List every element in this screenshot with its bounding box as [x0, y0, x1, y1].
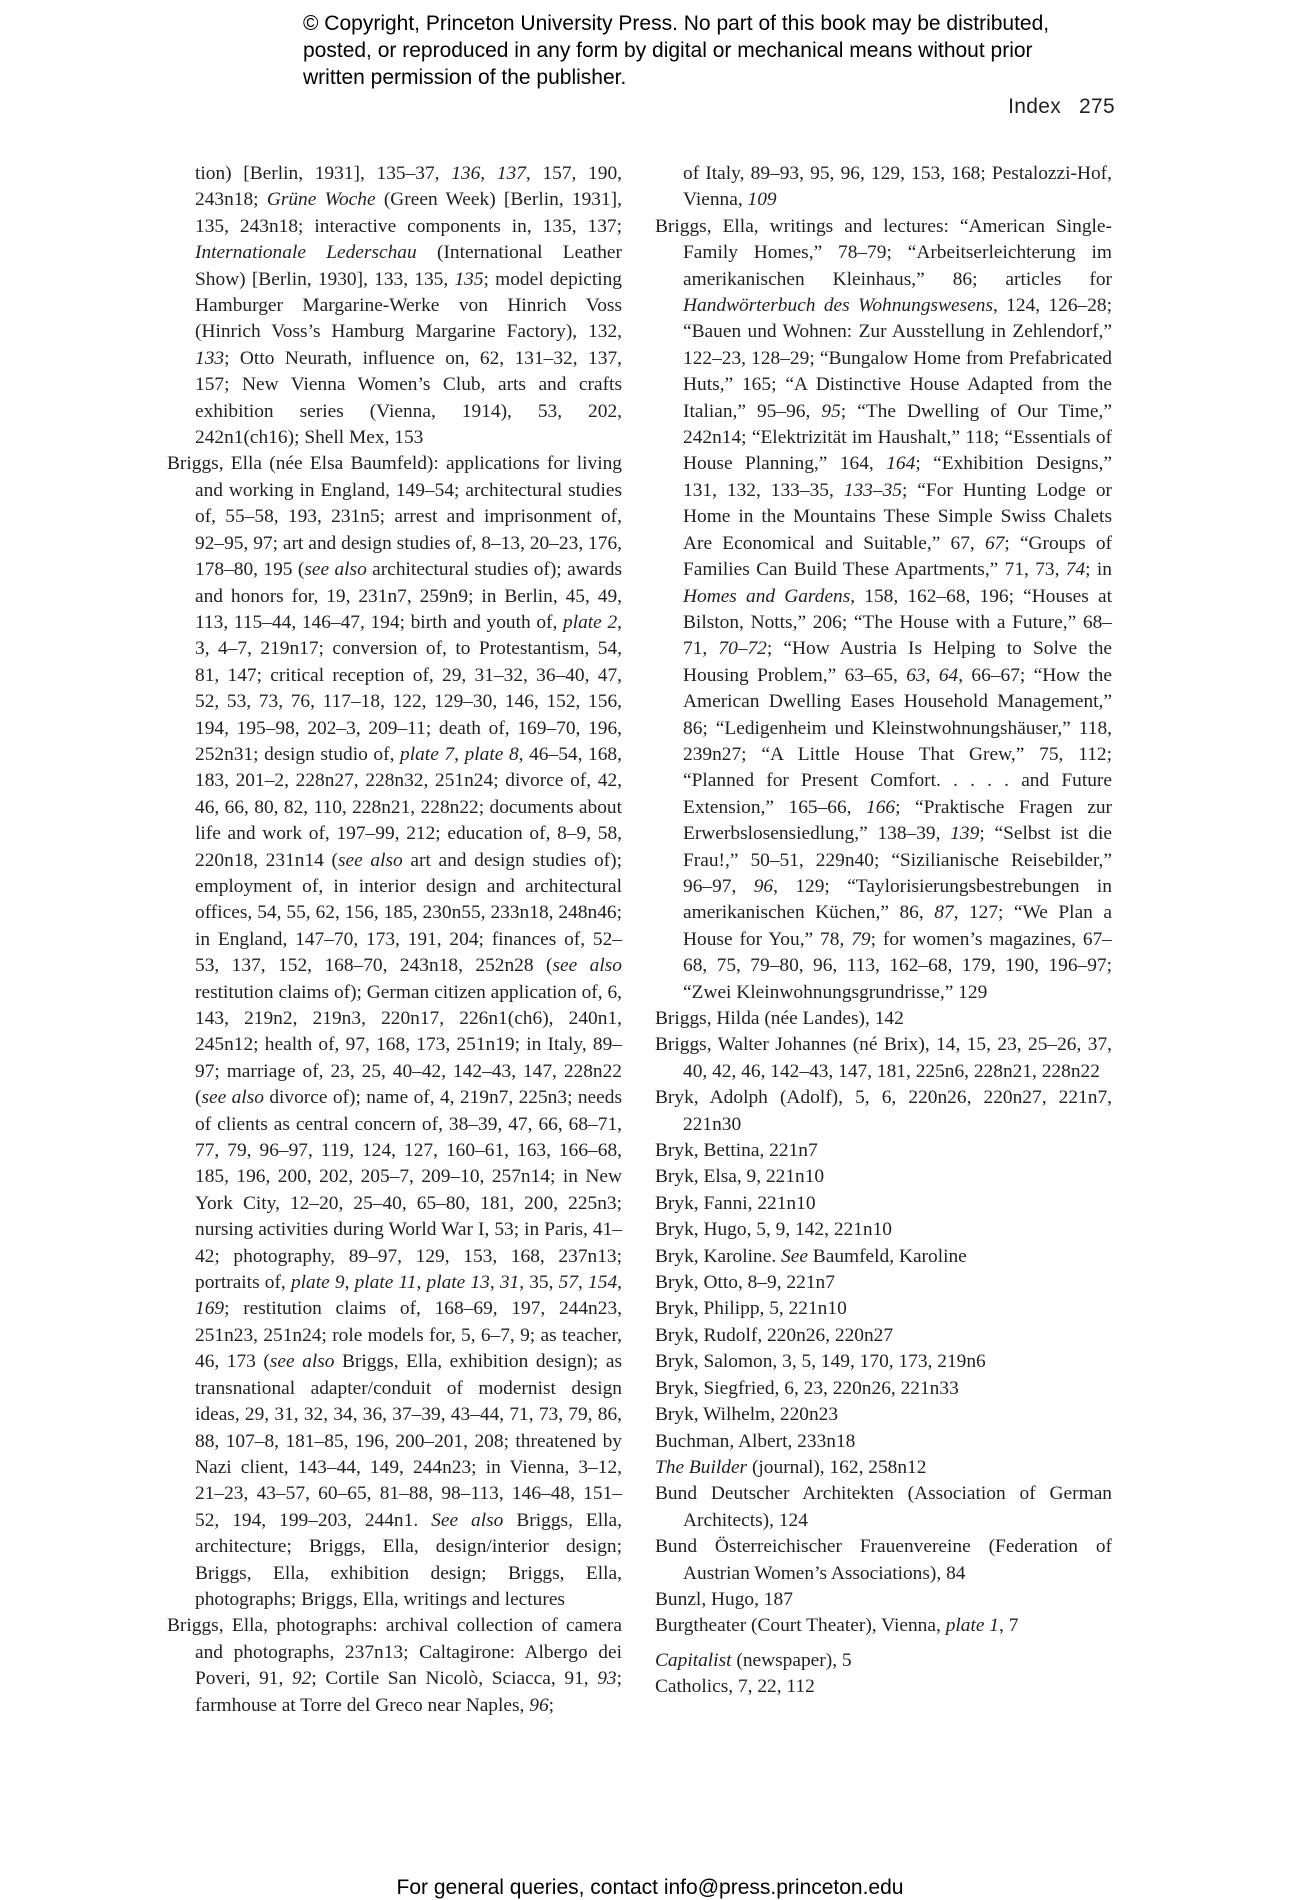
- index-entry: Bryk, Bettina, 221n7: [655, 1140, 818, 1162]
- index-entry: Briggs, Ella, photographs: archival collection of camera and photographs, 237n13; Caltagirone: Albergo dei Poveri, 91, 92; Cortile San Nicolò, Sciacca, 91, 93; farmhouse at Torre del Greco near Naples, 96;: [167, 1615, 622, 1716]
- index-entry: Bryk, Hugo, 5, 9, 142, 221n10: [655, 1219, 892, 1241]
- index-entry: Briggs, Hilda (née Landes), 142: [655, 1008, 904, 1029]
- index-entry: Capitalist (newspaper), 5: [655, 1649, 852, 1671]
- copyright-notice: © Copyright, Princeton University Press. No part of this book may be distributed, posted, or reproduced in any form by digital or mechanical means without prior written permission of the publisher.: [303, 12, 1050, 89]
- index-entry: tion) [Berlin, 1931], 135–37, 136, 137, 157, 190, 243n18; Grüne Woche (Green Week) [Berlin, 1931], 135, 243n18; interactive components in, 135, 137; Internationale Lederschau (International Leather Show) [Berlin, 1930], 133, 135, 135; model depicting Hamburger Margarine-Werke von Hinrich Voss (Hinrich Voss’s Hamburg Margarine Factory), 132, 133; Otto Neurath, influence on, 62, 131–32, 137, 157; New Vienna Women’s Club, arts and crafts exhibition series (Vienna, 1914), 53, 202, 242n1(ch16); Shell Mex, 153: [195, 163, 622, 449]
- index-entry: Catholics, 7, 22, 112: [655, 1676, 815, 1698]
- index-entry: Bund Österreichischer Frauenvereine (Federation of Austrian Women’s Associations), 84: [655, 1536, 1112, 1584]
- index-entry: Bryk, Karoline. See Baumfeld, Karoline: [655, 1245, 967, 1267]
- page-number: 275: [1079, 95, 1115, 118]
- index-entry: Burgtheater (Court Theater), Vienna, plate 1, 7: [655, 1615, 1019, 1637]
- index-entry: Bryk, Wilhelm, 220n23: [655, 1404, 839, 1426]
- index-entry: Bryk, Philipp, 5, 221n10: [655, 1298, 847, 1320]
- index-entry: Bryk, Otto, 8–9, 221n7: [655, 1272, 835, 1294]
- index-entry: Bryk, Siegfried, 6, 23, 220n26, 221n33: [655, 1377, 959, 1399]
- index-entry: The Builder (journal), 162, 258n12: [655, 1456, 927, 1478]
- index-entry: Briggs, Ella (née Elsa Baumfeld): applications for living and working in England, 149–54; architectural studies of, 55–58, 193, 231n5; arrest and imprisonment of, 92–95, 97; art and design studies of, 8–13, 20–23, 176, 178–80, 195 (see also architectural studies of); awards and honors for, 19, 231n7, 259n9; in Berlin, 45, 49, 113, 115–44, 146–47, 194; birth and youth of, plate 2, 3, 4–7, 219n17; conversion of, to Protestantism, 54, 81, 147; critical reception of, 29, 31–32, 36–40, 47, 52, 53, 73, 76, 117–18, 122, 129–30, 146, 152, 156, 194, 195–98, 202–3, 209–11; death of, 169–70, 196, 252n31; design studio of, plate 7, plate 8, 46–54, 168, 183, 201–2, 228n27, 228n32, 251n24; divorce of, 42, 46, 66, 80, 82, 110, 228n21, 228n22; documents about life and work of, 197–99, 212; education of, 8–9, 58, 220n18, 231n14 (see also art and design studies of); employment of, in interior design and architectural offices, 54, 55, 62, 156, 185, 230n55, 233n18, 248n46; in England, 147–70, 173, 191, 204; finances of, 52–53, 137, 152, 168–70, 243n18, 252n28 (see also restitution claims of); German citizen application of, 6, 143, 219n2, 219n3, 220n17, 226n1(ch6), 240n1, 245n12; health of, 97, 168, 173, 251n19; in Italy, 89–97; marriage of, 23, 25, 40–42, 142–43, 147, 228n22 (see also divorce of); name of, 4, 219n7, 225n3; needs of clients as central concern of, 38–39, 47, 66, 68–71, 77, 79, 96–97, 119, 124, 127, 160–61, 163, 166–68, 185, 196, 200, 202, 205–7, 209–10, 257n14; in New York City, 12–20, 25–40, 65–80, 181, 200, 225n3; nursing activities during World War I, 53; in Paris, 41–42; photography, 89–97, 129, 153, 168, 237n13; portraits of, plate 9, plate 11, plate 13, 31, 35, 57, 154, 169; restitution claims of, 168–69, 197, 244n23, 251n23, 251n24; role models for, 5, 6–7, 9; as teacher, 46, 173 (see also Briggs, Ella, exhibition design); as transnational adapter/conduit of modernist design ideas, 29, 31, 32, 34, 36, 37–39, 43–44, 71, 73, 79, 86, 88, 107–8, 181–85, 196, 200–201, 208; threatened by Nazi client, 143–44, 149, 244n23; in Vienna, 3–12, 21–23, 43–57, 60–65, 81–88, 98–113, 146–48, 151–52, 194, 199–203, 244n1. See also Briggs, Ella, architecture; Briggs, Ella, design/interior design; Briggs, Ella, exhibition design; Briggs, Ella, photographs; Briggs, Ella, writings and lectures: [167, 453, 623, 1610]
- index-entry: Bund Deutscher Architekten (Association of German Architects), 124: [655, 1483, 1112, 1531]
- index-entry: Bryk, Fanni, 221n10: [655, 1192, 816, 1214]
- index-entry: Briggs, Ella, writings and lectures: “American Single-Family Homes,” 78–79; “Arbeitserleichterung im amerikanischen Kleinhaus,” 86; articles for Handwörterbuch des Wohnungswesens, 124, 126–28; “Bauen und Wohnen: Zur Ausstellung in Zehlendorf,” 122–23, 128–29; “Bungalow Home from Prefabricated Huts,” 165; “A Distinctive House Adapted from the Italian,” 95–96, 95; “The Dwelling of Our Time,” 242n14; “Elektrizität im Haushalt,” 118; “Essentials of House Planning,” 164, 164; “Exhibition Designs,” 131, 132, 133–35, 133–35; “For Hunting Lodge or Home in the Mountains These Simple Swiss Chalets Are Economical and Suitable,” 67, 67; “Groups of Families Can Build These Apartments,” 71, 73, 74; in Homes and Gardens, 158, 162–68, 196; “Houses at Bilston, Notts,” 206; “The House with a Future,” 68–71, 70–72; “How Austria Is Helping to Solve the Housing Problem,” 63–65, 63, 64, 66–67; “How the American Dwelling Eases Household Management,” 86; “Ledigenheim und Kleinstwohnungshäuser,” 118, 239n27; “A Little House That Grew,” 75, 112; “Planned for Present Comfort. . . . . and Future Extension,” 165–66, 166; “Praktische Fragen zur Erwerbslosensiedlung,” 138–39, 139; “Selbst ist die Frau!,” 50–51, 229n40; “Sizilianische Reisebilder,” 96–97, 96, 129; “Taylorisierungsbestrebungen in amerikanischen Küchen,” 86, 87, 127; “We Plan a House for You,” 78, 79; for women’s magazines, 67–68, 75, 79–80, 96, 113, 162–68, 179, 190, 196–97; “Zwei Kleinwohnungsgrundrisse,” 129: [655, 215, 1112, 1003]
- index-column-left: [167, 161, 622, 1719]
- running-head: [1008, 95, 1115, 119]
- index-column-right: [655, 161, 1112, 1701]
- footer-contact: For general queries, contact info@press.princeton.edu: [396, 1876, 904, 1899]
- section-title: Index: [1008, 95, 1062, 118]
- index-entry: Briggs, Walter Johannes (né Brix), 14, 15, 23, 25–26, 37, 40, 42, 46, 142–43, 147, 181, 225n6, 228n21, 228n22: [655, 1034, 1112, 1082]
- index-entry: Buchman, Albert, 233n18: [655, 1430, 856, 1452]
- index-entry: Bryk, Salomon, 3, 5, 149, 170, 173, 219n6: [655, 1351, 986, 1373]
- index-entry: of Italy, 89–93, 95, 96, 129, 153, 168; Pestalozzi-Hof, Vienna, 109: [683, 163, 1112, 211]
- index-entry: Bunzl, Hugo, 187: [655, 1588, 793, 1610]
- index-entry: Bryk, Adolph (Adolf), 5, 6, 220n26, 220n27, 221n7, 221n30: [655, 1087, 1112, 1135]
- index-entry: Bryk, Rudolf, 220n26, 220n27: [655, 1324, 894, 1346]
- index-entry: Bryk, Elsa, 9, 221n10: [655, 1166, 825, 1188]
